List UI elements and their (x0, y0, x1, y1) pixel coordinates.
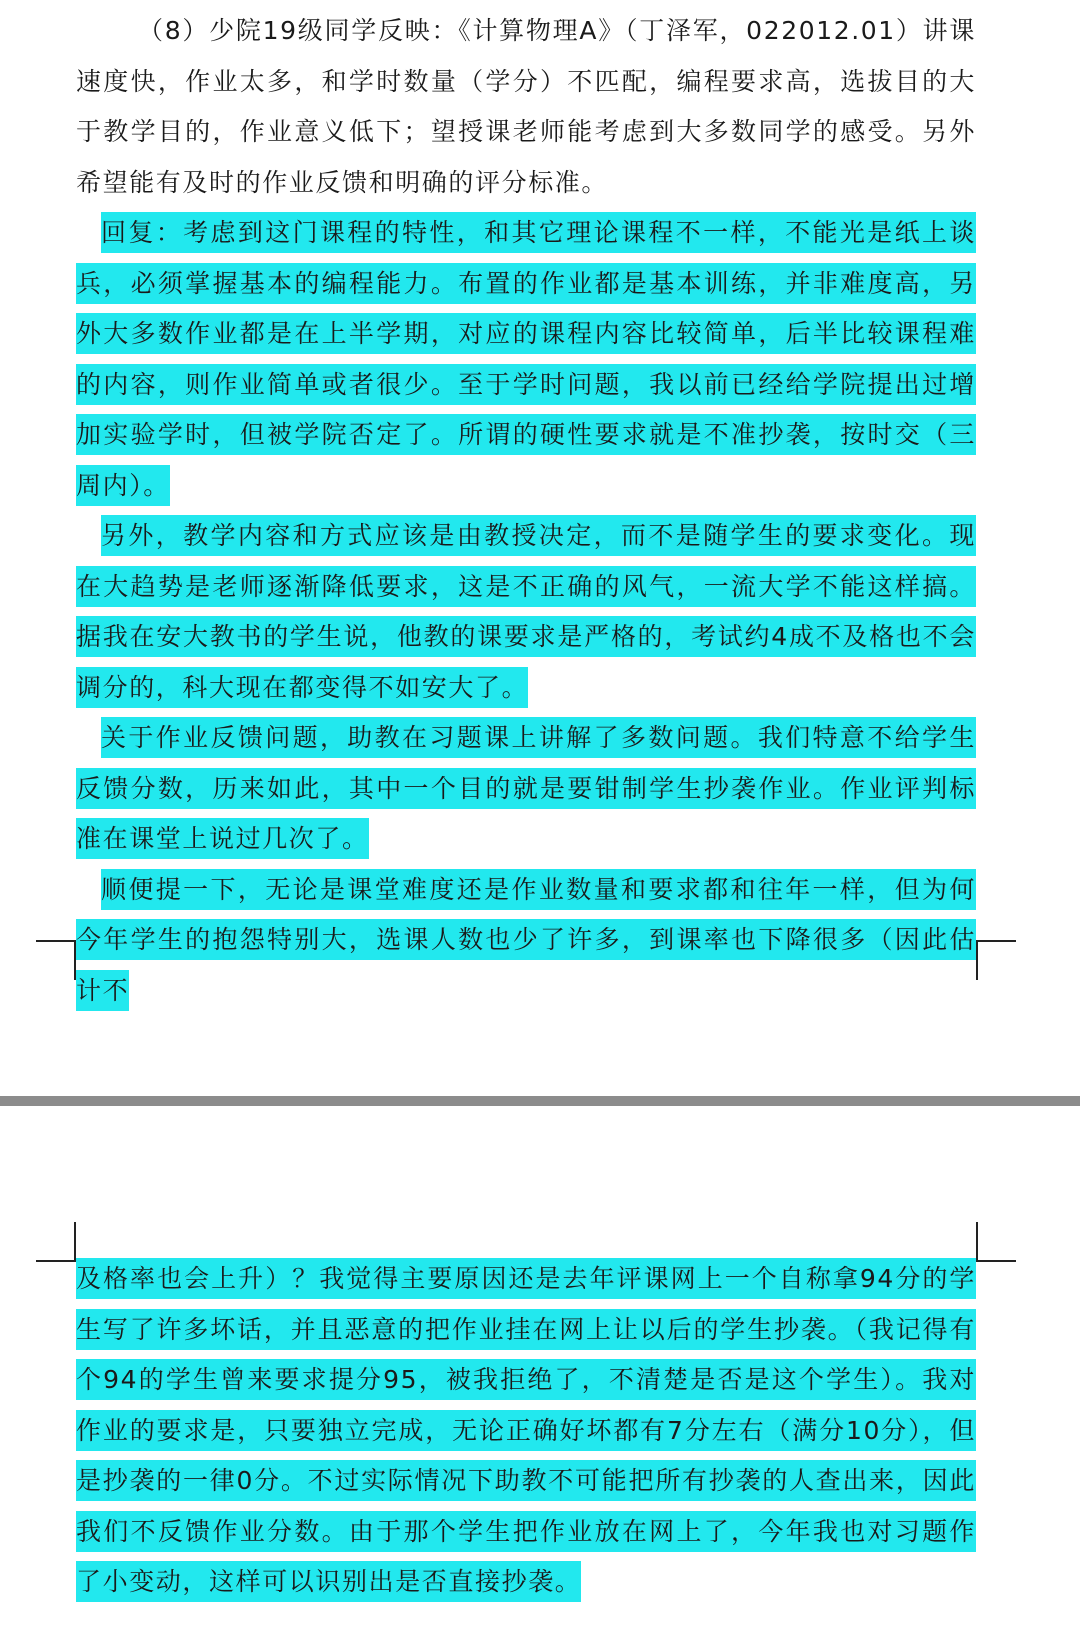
reply-text-highlighted: 回复：考虑到这门课程的特性，和其它理论课程不一样，不能光是纸上谈兵，必须掌握基本的编程能力。布置的作业都是基本训练，并非难度高，另外大多数作业都是在上半学期，对应的课程内容比较简单，后半比较课程难的内容，则作业简单或者很少。至于学时问题，我以前已经给学院提出过增加实验学时，但被学院否定了。所谓的硬性要求就是不准抄袭，按时交（三周内）。 (76, 212, 976, 506)
complaint-text-highlighted: 顺便提一下，无论是课堂难度还是作业数量和要求都和往年一样，但为何今年学生的抱怨特别大，选课人数也少了许多，到课率也下降很多（因此估计不 (76, 869, 976, 1011)
page-separator (0, 1096, 1080, 1106)
page-corner-mark-bottom-left (36, 940, 76, 980)
teaching-policy-text-highlighted: 另外，教学内容和方式应该是由教授决定，而不是随学生的要求变化。现在大趋势是老师逐渐降低要求，这是不正确的风气，一流大学不能这样搞。据我在安大教书的学生说，他教的课要求是严格的，考试约4成不及格也不会调分的，科大现在都变得不如安大了。 (76, 515, 976, 708)
page-corner-mark-top-right (976, 1222, 1016, 1262)
page-2-text (76, 1254, 976, 1608)
reply-paragraph (76, 208, 976, 511)
page-1-text (76, 6, 976, 1016)
homework-feedback-text-highlighted: 关于作业反馈问题，助教在习题课上讲解了多数问题。我们特意不给学生反馈分数，历来如此，其中一个目的就是要钳制学生抄袭作业。作业评判标准在课堂上说过几次了。 (76, 717, 976, 859)
continuation-text-highlighted: 及格率也会上升）？我觉得主要原因还是去年评课网上一个自称拿94分的学生写了许多坏话，并且恶意的把作业挂在网上让以后的学生抄袭。（我记得有个94的学生曾来要求提分95，被我拒绝了，不清楚是否是这个学生）。我对作业的要求是，只要独立完成，无论正确好坏都有7分左右（满分10分），但是抄袭的一律0分。不过实际情况下助教不可能把所有抄袭的人查出来，因此我们不反馈作业分数。由于那个学生把作业放在网上了，今年我也对习题作了小变动，这样可以识别出是否直接抄袭。 (76, 1258, 976, 1602)
complaint-paragraph (76, 865, 976, 1017)
homework-feedback-paragraph (76, 713, 976, 865)
page-corner-mark-top-left (36, 1222, 76, 1262)
teaching-policy-paragraph (76, 511, 976, 713)
continuation-paragraph (76, 1254, 976, 1608)
student-feedback-paragraph (76, 6, 976, 208)
page-corner-mark-bottom-right (976, 940, 1016, 980)
student-feedback-text: （8）少院19级同学反映：《计算物理A》（丁泽军，022012.01）讲课速度快，作业太多，和学时数量（学分）不匹配，编程要求高，选拔目的大于教学目的，作业意义低下；望授课老师能考虑到大多数同学的感受。另外希望能有及时的作业反馈和明确的评分标准。 (76, 16, 976, 197)
document-page-2 (0, 1106, 1080, 1642)
